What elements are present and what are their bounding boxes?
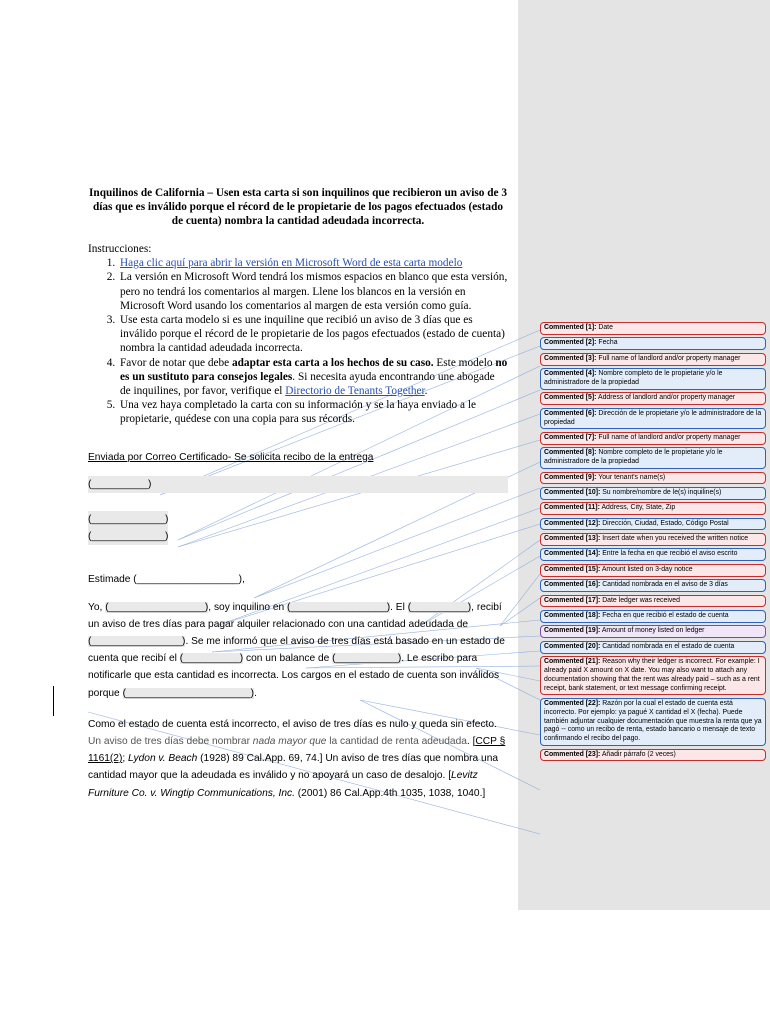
instruction-item-3: 3. Use esta carta modelo si es une inquiline que recibió un aviso de 3 días que es inválido porque el récord de le propietarie de los pagos efectuados (estado de cuenta) nombra la cantidad adeudada incorrecta. [118, 313, 508, 356]
comment-23[interactable]: Commented [23]: Añadir párrafo (2 veces) [540, 749, 766, 762]
instructions-label: Instrucciones: [88, 243, 152, 255]
comment-5[interactable]: Commented [5]: Address of landlord and/or property manager [540, 392, 766, 405]
text-cursor [53, 686, 54, 716]
tenant-address-field[interactable]: (_________________) [287, 601, 391, 613]
tenant-name-field[interactable]: (_________________) [105, 601, 209, 613]
comment-10[interactable]: Commented [10]: Su nombre/nombre de le(s) inquiline(s) [540, 487, 766, 500]
instruction-item-2: 2. La versión en Microsoft Word tendrá los mismos espacios en blanco que esta versión, pero no tendrá los comentarios al margen. Llene los blancos en la versión en Microsoft Word usando los comentarios al margen de esta versión como guía. [118, 270, 508, 313]
comment-6[interactable]: Commented [6]: Dirección de le propietarie y/o le administradore de la propiedad [540, 408, 766, 430]
comment-13[interactable]: Commented [13]: Insert date when you received the written notice [540, 533, 766, 546]
comment-19[interactable]: Commented [19]: Amount of money listed on ledger [540, 625, 766, 638]
tenants-together-directory-link[interactable]: Directorio de Tenants Together [285, 385, 425, 398]
reason-field[interactable]: (______________________) [122, 687, 254, 699]
recipient-block [88, 511, 508, 545]
paragraph-legal: Como el estado de cuenta está incorrecto, el aviso de tres días es nulo y queda sin efecto. Un aviso de tres días debe nombrar nada mayor que la cantidad de renta adeudada. [CCP § 1161(2); Lydon v. Beach (1928) 89 Cal.App. 69, 74.] Un aviso de tres días que nombra una cantidad mayor que la adeudada es inválido y no apoyará un caso de desalojo. [Levitz Furniture Co. v. Wingtip Communications, Inc. (2001) 86 Cal.App.4th 1035, 1038, 1040.] [88, 718, 506, 799]
salutation: Estimade (__________________), [88, 574, 245, 586]
paragraph-notice: Yo, (_________________), soy inquilino en (_________________). El (__________), recibí un aviso de tres días para pagar alquiler relacionado con una cantidad adeudada de (________________). Se me informó que el aviso de tres días está basado en un estado de cuenta que recibí el (__________) con un balance de (___________). Le escribo para notificarle que esta cantidad es incorrecta. Los cargos en el estado de cuenta son inválidos porque (______________________). [88, 601, 505, 699]
notice-date-field[interactable]: (__________) [407, 601, 472, 613]
comment-9[interactable]: Commented [9]: Your tenant's name(s) [540, 472, 766, 485]
ledger-balance-field[interactable]: (___________) [332, 653, 402, 665]
comment-18[interactable]: Commented [18]: Fecha en que recibió el estado de cuenta [540, 610, 766, 623]
comment-4[interactable]: Commented [4]: Nombre completo de le propietarie y/o le administradore de la propiedad [540, 368, 766, 390]
instructions-section [88, 242, 508, 427]
comment-3[interactable]: Commented [3]: Full name of landlord and/or property manager [540, 353, 766, 366]
recipient-address-field[interactable]: (_____________) [88, 528, 168, 545]
recipient-name-field[interactable]: (_____________) [88, 511, 168, 528]
comment-1[interactable]: Commented [1]: Date [540, 322, 766, 335]
instruction-item-4: 4. Favor de notar que debe adaptar esta carta a los hechos de su caso. Este modelo no es un sustituto para consejos legales. Si necesita ayuda encontrando une abogade de inquilines, por favor, verifique el Directorio de Tenants Together. [118, 356, 508, 399]
comments-list [540, 322, 766, 764]
comment-8[interactable]: Commented [8]: Nombre completo de le propietarie y/o le administradore de la propiedad [540, 447, 766, 469]
comment-20[interactable]: Commented [20]: Cantidad nombrada en el estado de cuenta [540, 641, 766, 654]
comment-14[interactable]: Commented [14]: Entre la fecha en que recibió el aviso escrito [540, 548, 766, 561]
comment-2[interactable]: Commented [2]: Fecha [540, 337, 766, 350]
instructions-list [88, 256, 508, 426]
comment-22[interactable]: Commented [22]: Razón por la cual el estado de cuenta está incorrecto. Por ejemplo: ya pagué X cantidad el X (fecha). Puede también adjuntar cualquier documentación que muestra la renta que ya pagó -- como un recibo de renta, estado bancario o mensaje de texto confirmando el recibo del pago. [540, 698, 766, 746]
comment-15[interactable]: Commented [15]: Amount listed on 3-day notice [540, 564, 766, 577]
document-body [88, 186, 508, 802]
comment-7[interactable]: Commented [7]: Full name of landlord and/or property manager [540, 432, 766, 445]
comment-12[interactable]: Commented [12]: Dirección, Ciudad, Estado, Código Postal [540, 518, 766, 531]
ccp-citation-link[interactable]: CCP § 1161(2) [88, 736, 506, 765]
word-version-link[interactable]: Haga clic aquí para abrir la versión en Microsoft Word de esta carta modelo [120, 257, 463, 270]
instruction-item-5: 5. Una vez haya completado la carta con su información y se la haya enviado a le propietarie, quédese con una copia para sus récords. [118, 398, 508, 426]
ledger-date-field[interactable]: (__________) [179, 653, 244, 665]
date-field[interactable]: (__________) [88, 476, 508, 493]
comment-16[interactable]: Commented [16]: Cantidad nombrada en el aviso de 3 días [540, 579, 766, 592]
instruction-item-1 [118, 256, 508, 270]
notice-amount-field[interactable]: (________________) [88, 636, 186, 648]
comment-21[interactable]: Commented [21]: Reason why their ledger is incorrect. For example: I already paid X amount on X date. You may also want to attach any documentation showing that the rent was already paid – such as a rent receipt, bank statement, or text message confirming receipt. [540, 656, 766, 695]
comment-11[interactable]: Commented [11]: Address, City, State, Zip [540, 502, 766, 515]
letter-body [88, 449, 508, 802]
comment-17[interactable]: Commented [17]: Date ledger was received [540, 595, 766, 608]
certified-mail-line: Enviada por Correo Certificado- Se solicita recibo de la entrega [88, 451, 374, 463]
document-title: Inquilinos de California – Usen esta carta si son inquilinos que recibieron un aviso de 3 días que es inválido porque el récord de le propietarie de los pagos efectuados (estado de cuenta) nombra la cantidad adeudada incorrecta. [89, 187, 507, 227]
